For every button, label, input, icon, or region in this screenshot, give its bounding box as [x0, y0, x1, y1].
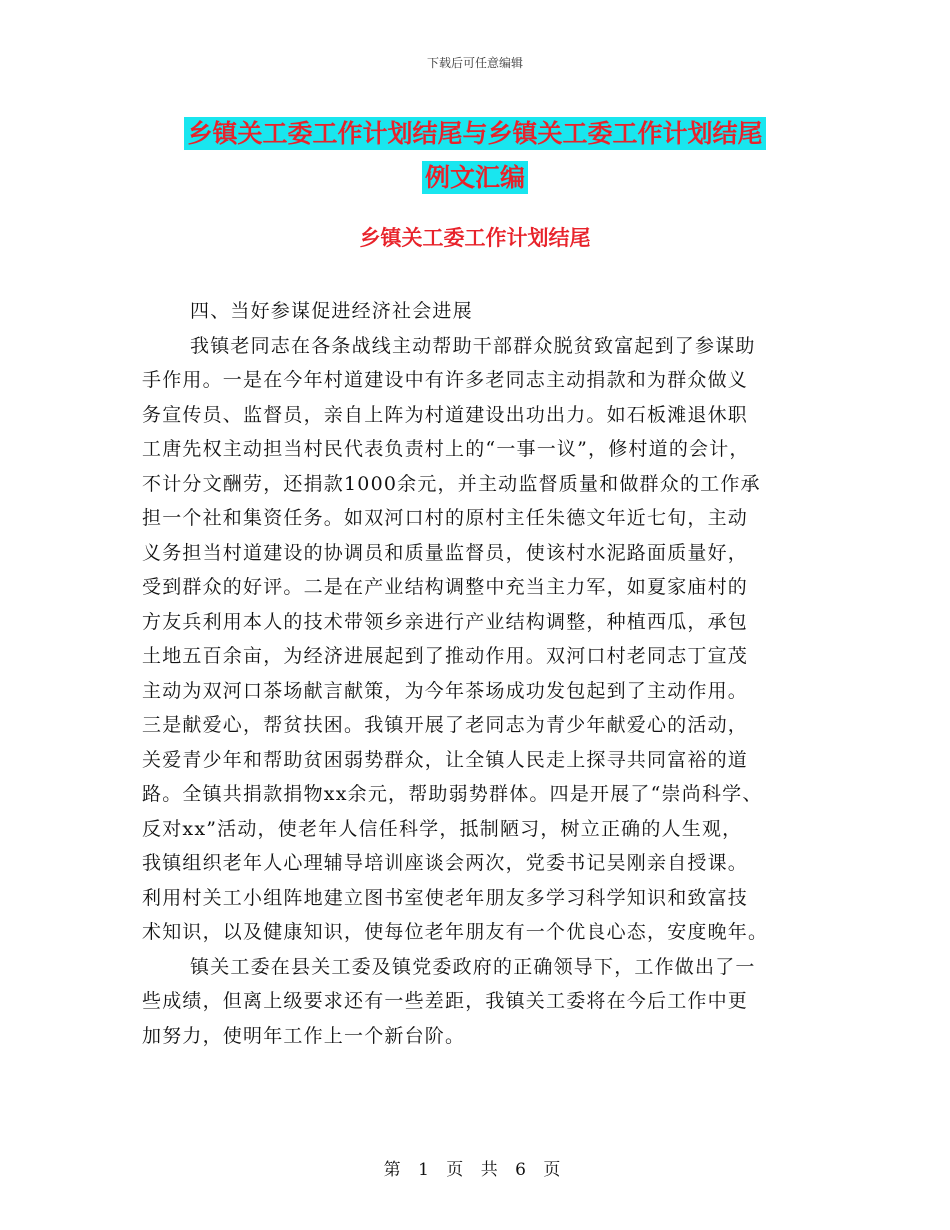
page-header: 下载后可任意编辑 [426, 56, 523, 70]
text-line: 受到群众的好评。二是在产业结构调整中充当主力军，如夏家庙村的 [142, 576, 749, 598]
text-line: 反对xx”活动，使老年人信任科学，抵制陋习，树立正确的人生观， [142, 817, 743, 840]
text-line: 利用村关工小组阵地建立图书室使老年朋友多学习科学知识和致富技 [142, 886, 749, 909]
text-line: 方友兵利用本人的技术带领乡亲进行产业结构调整，种植西瓜，承包 [142, 610, 749, 633]
text-line: 镇关工委在县关工委及镇党委政府的正确领导下，工作做出了一 [190, 955, 756, 978]
text-line: 术知识，以及健康知识，使每位老年朋友有一个优良心态，安度晚年。 [142, 921, 769, 943]
text-line: 我镇组织老年人心理辅导培训座谈会两次，党委书记吴刚亲自授课。 [142, 852, 749, 874]
text-line: 务宣传员、监督员，亲自上阵为村道建设出功出力。如石板滩退休职 [142, 403, 749, 426]
document-title [0, 112, 950, 200]
title-line-1: 乡镇关工委工作计划结尾与乡镇关工委工作计划结尾 [0, 112, 950, 156]
page-footer: 第 1 页 共 6 页 [383, 1160, 567, 1180]
text-line: 些成绩，但离上级要求还有一些差距，我镇关工委将在今后工作中更 [142, 990, 749, 1012]
text-line: 担一个社和集资任务。如双河口村的原村主任朱德文年近七旬，主动 [142, 507, 749, 529]
text-line: 土地五百余亩，为经济进展起到了推动作用。双河口村老同志丁宣茂 [142, 645, 749, 667]
section-heading: 四、当好参谋促进经济社会进展 [190, 300, 473, 322]
text-line: 三是献爱心，帮贫扶困。我镇开展了老同志为青少年献爱心的活动， [142, 714, 749, 736]
text-line: 主动为双河口茶场献言献策，为今年茶场成功发包起到了主动作用。 [142, 679, 749, 702]
text-line: 路。全镇共捐款捐物xx余元，帮助弱势群体。四是开展了“崇尚科学、 [142, 783, 763, 805]
section-title: 乡镇关工委工作计划结尾 [359, 226, 591, 250]
text-line: 手作用。一是在今年村道建设中有许多老同志主动捐款和为群众做义 [142, 369, 749, 391]
title-line-2: 例文汇编 [0, 156, 950, 200]
text-line: 义务担当村道建设的协调员和质量监督员，使该村水泥路面质量好， [142, 541, 749, 564]
text-line: 工唐先权主动担当村民代表负责村上的“一事一议”，修村道的会计， [142, 438, 750, 460]
text-line: 我镇老同志在各条战线主动帮助干部群众脱贫致富起到了参谋助 [190, 334, 756, 357]
document-body [142, 294, 812, 1053]
paragraph-2 [142, 950, 812, 1054]
text-line: 不计分文酬劳，还捐款1000余元，并主动监督质量和做群众的工作承 [142, 472, 761, 495]
text-line: 加努力，使明年工作上一个新台阶。 [142, 1024, 466, 1047]
paragraph-1 [142, 329, 812, 950]
text-line: 关爱青少年和帮助贫困弱势群众，让全镇人民走上探寻共同富裕的道 [142, 748, 749, 771]
